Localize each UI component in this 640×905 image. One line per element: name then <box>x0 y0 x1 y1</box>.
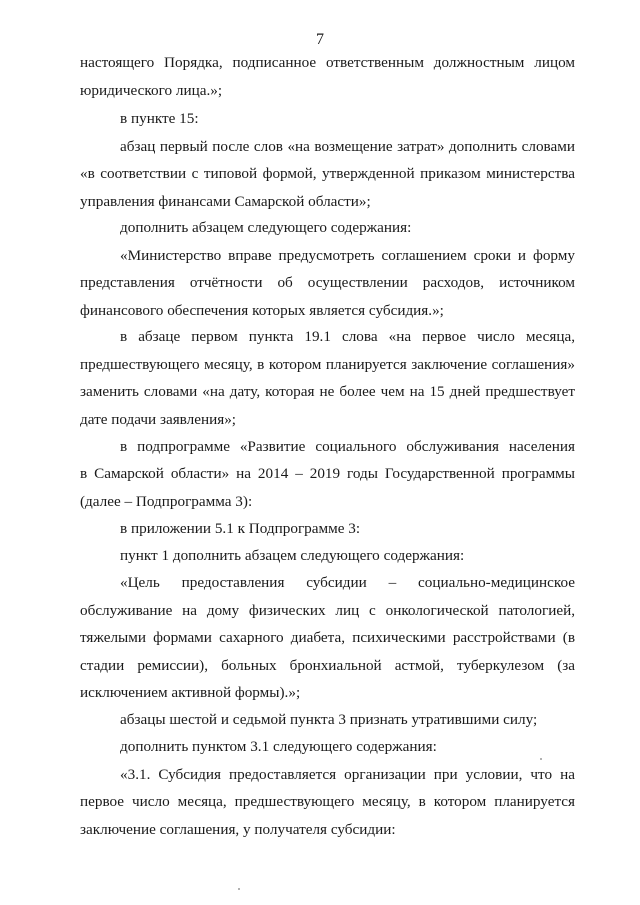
page-number: 7 <box>316 31 324 48</box>
text-line: в подпрограмме «Развитие социального обслуживания населения <box>120 438 575 455</box>
text-line: в абзаце первом пункта 19.1 слова «на первое число месяца, <box>120 328 575 345</box>
text-line: «3.1. Субсидия предоставляется организации при условии, что на <box>120 766 575 783</box>
text-line: абзацы шестой и седьмой пункта 3 признать утратившими силу; <box>120 711 538 728</box>
text-line: «Цель предоставления субсидии – социально-медицинское <box>120 574 575 591</box>
text-line: абзац первый после слов «на возмещение затрат» дополнить словами <box>120 138 575 155</box>
text-line: в приложении 5.1 к Подпрограмме 3: <box>120 520 361 537</box>
text-line: «Министерство вправе предусмотреть соглашением сроки и форму <box>120 247 575 264</box>
text-line: предшествующего месяцу, в котором планируется заключение соглашения» <box>80 356 575 373</box>
text-line: финансового обеспечения которых является субсидия.»; <box>80 302 444 319</box>
text-line: «в соответствии с типовой формой, утвержденной приказом министерства <box>80 165 575 182</box>
text-line: первое число месяца, предшествующего месяцу, в котором планируется <box>80 793 575 810</box>
text-line: тяжелыми формами сахарного диабета, психическими расстройствами (в <box>80 629 575 646</box>
text-line: юридического лица.»; <box>80 82 223 99</box>
text-line: (далее – Подпрограмма 3): <box>80 493 253 510</box>
scan-speck <box>540 758 542 760</box>
text-line: дате подачи заявления»; <box>80 411 237 428</box>
text-line: настоящего Порядка, подписанное ответственным должностным лицом <box>80 54 575 71</box>
text-line: исключением активной формы).»; <box>80 684 301 701</box>
text-line: заключение соглашения, у получателя субсидии: <box>80 821 396 838</box>
text-line: дополнить пунктом 3.1 следующего содержания: <box>120 738 437 755</box>
scan-speck <box>238 888 240 890</box>
text-line: дополнить абзацем следующего содержания: <box>120 219 412 236</box>
text-line: представления отчётности об осуществлении расходов, источником <box>80 274 575 291</box>
text-line: заменить словами «на дату, которая не более чем на 15 дней предшествует <box>80 383 575 400</box>
text-line: в Самарской области» на 2014 – 2019 годы Государственной программы <box>80 465 575 482</box>
text-line: управления финансами Самарской области»; <box>80 193 371 210</box>
text-line: пункт 1 дополнить абзацем следующего содержания: <box>120 547 465 564</box>
text-line: обслуживание на дому физических лиц с онкологической патологией, <box>80 602 575 619</box>
text-line: стадии ремиссии), больных бронхиальной астмой, туберкулезом (за <box>80 657 575 674</box>
text-line: в пункте 15: <box>120 110 199 127</box>
